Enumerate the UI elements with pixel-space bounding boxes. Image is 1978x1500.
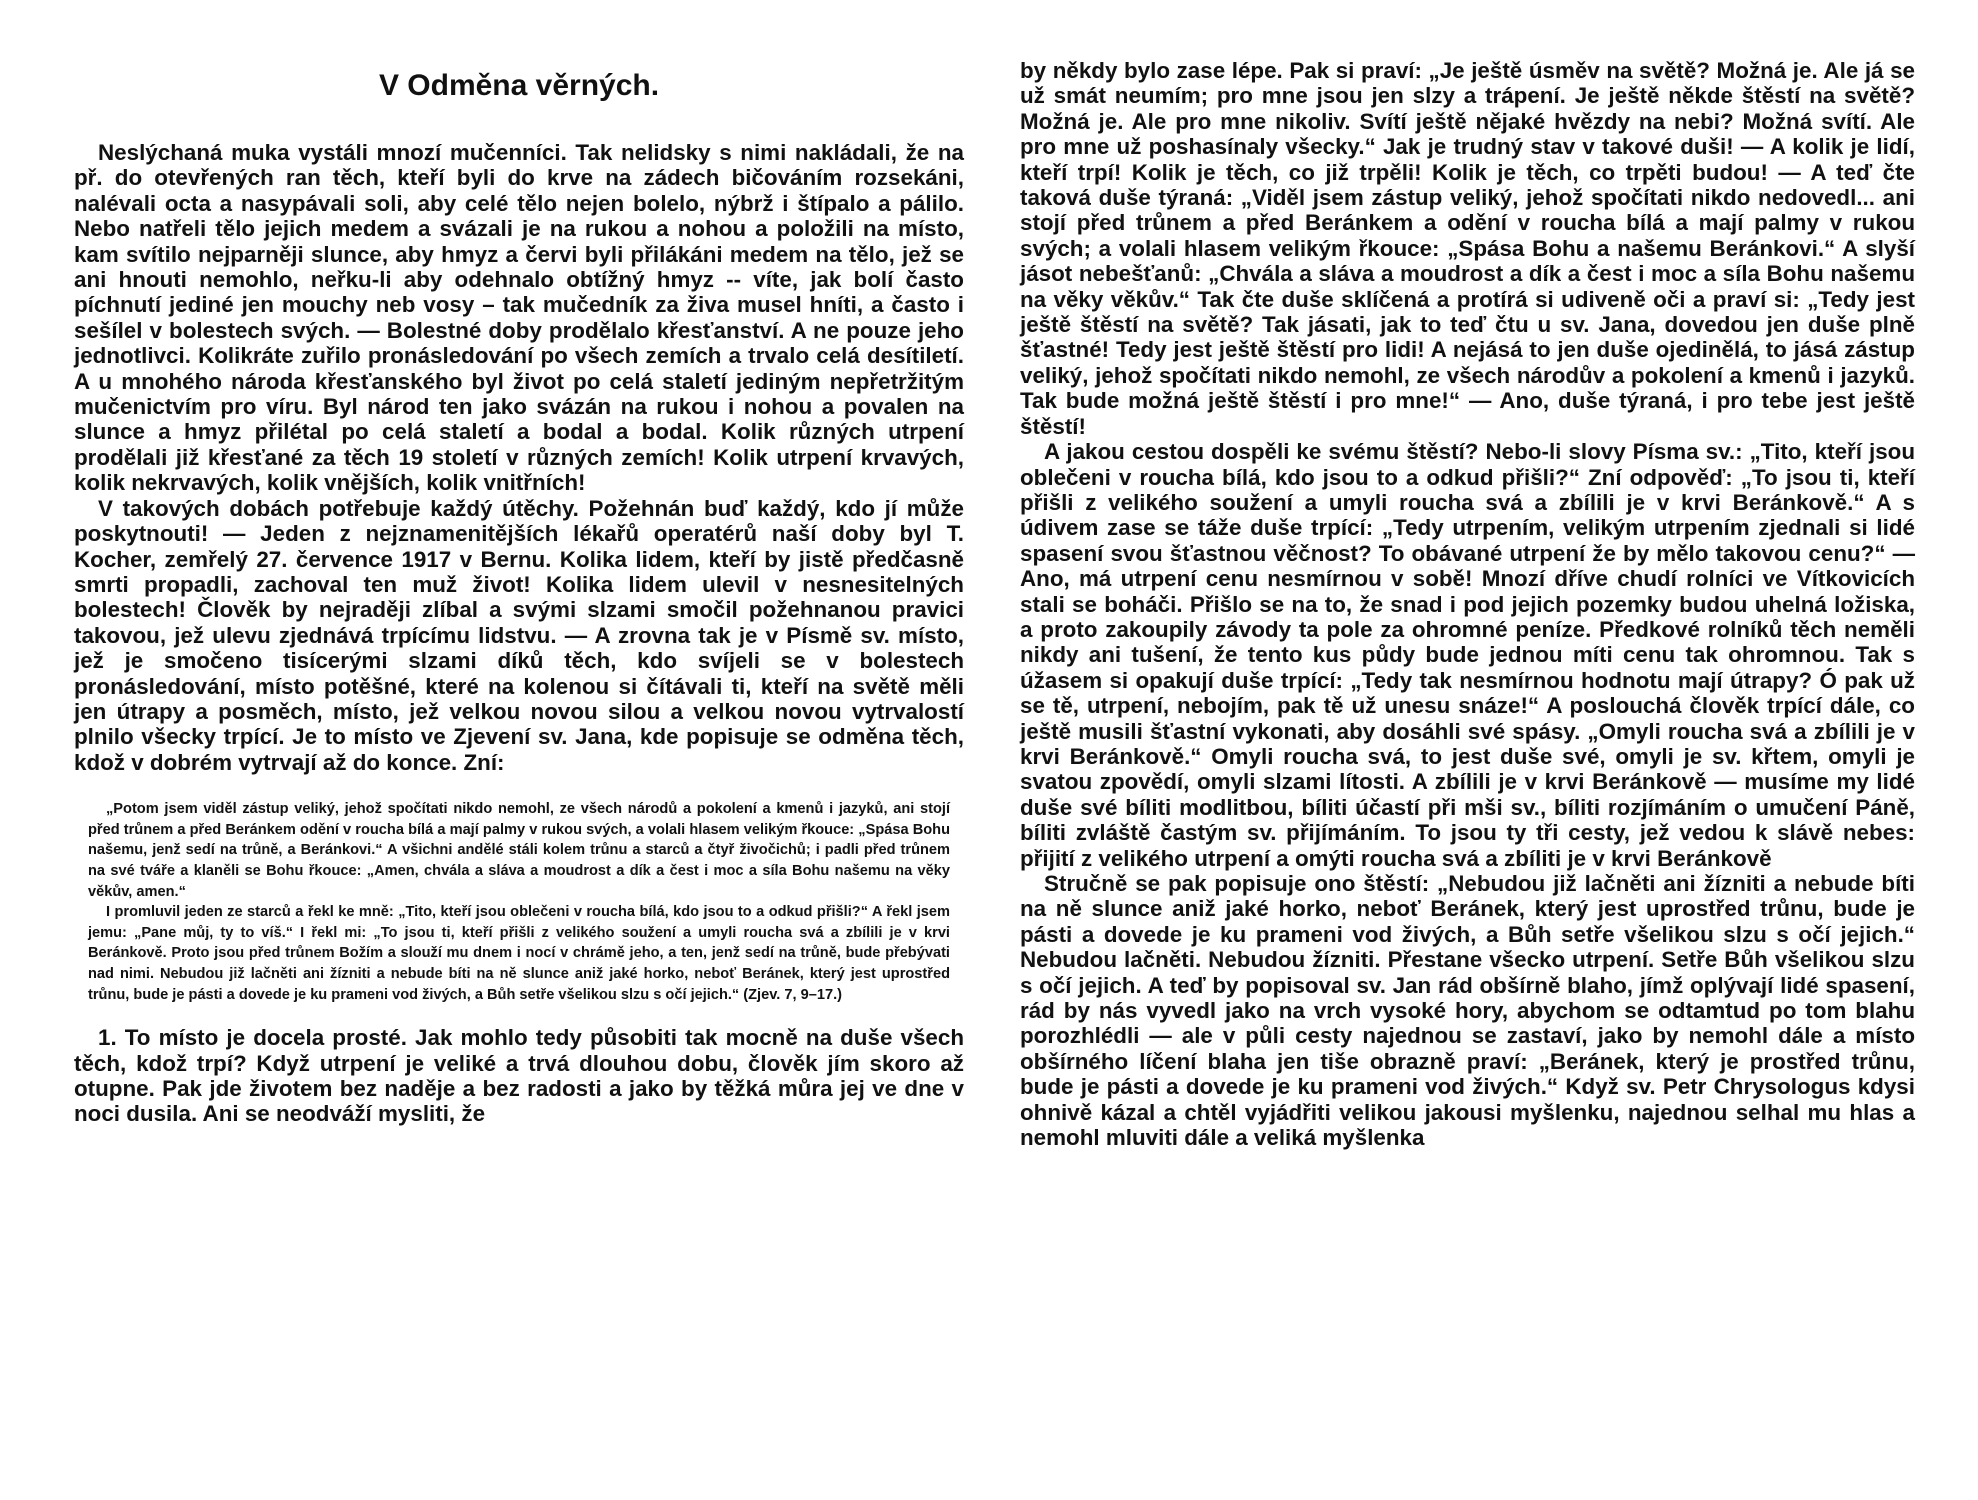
left-page xyxy=(74,62,964,1127)
paragraph: Neslýchaná muka vystáli mnozí mučenníci. Tak nelidsky s nimi nakládali, že na př. do otevřených ran těch, kteří byli do krve na zádech bičováním rozsekáni, nalévali octa a nasypávali soli, aby celé tělo nejen bolelo, nýbrž i štípalo a pálilo. Nebo natřeli tělo jejich medem a svázali je na rukou a nohou a položili na místo, kam svítilo nejparněji slunce, aby hmyz a červi byli přilákáni medem na tělo, jež se ani hnouti nemohlo, neřku-li aby odehnalo obtížný hmyz -- víte, jak bolí často píchnutí jediné jen mouchy neb vosy – tak mučedník za živa musel hníti, a často i sešílel v bolestech svých. — Bolestné doby prodělalo křesťanství. A ne pouze jeho jednotlivci. Kolikráte zuřilo pronásledování po všech zemích a trvalo celá desítiletí. A u mnohého národa křesťanského byl život po celá staletí jediným nepřetržitým mučenictvím pro víru. Byl národ ten jako svázán na rukou i nohou a povalen na slunce a hmyz přilétal po celá staletí a bodal a bodal. Kolik různých utrpení prodělali již křesťané za těch 19 století v různých zemích! Kolik utrpení krvavých, kolik nekrvavých, kolik vnějších, kolik vnitřních! xyxy=(74,140,964,496)
section-paragraph: 1. To místo je docela prosté. Jak mohlo tedy působiti tak mocně na duše všech těch, kdož trpí? Když utrpení je veliké a trvá dlouhou dobu, člověk jím skoro až otupne. Pak jde životem bez naděje a bez radosti a jako by těžká můra jej ve dne v noci dusila. Ani se neodváží mysliti, že xyxy=(74,1025,964,1127)
right-page xyxy=(1020,58,1915,1150)
quote-paragraph: I promluvil jeden ze starců a řekl ke mně: „Tito, kteří jsou oblečeni v roucha bílá, kdo jsou to a odkud přišli?“ A řekl jsem jemu: „Pane můj, ty to víš.“ I řekl mi: „To jsou ti, kteří přišli z velikého soužení a umyli roucha svá a zbílili je v krvi Beránkově. Proto jsou před trůnem Božím a slouží mu dnem i nocí v chrámě jeho, a ten, jenž sedí na trůně, bude přebývati nad nimi. Nebudou již lačněti ani žízniti a nebude bíti na ně slunce aniž jaké horko, neboť Beránek, který jest uprostřed trůnu, bude je pásti a dovede je ku prameni vod živých, a Bůh setře všelikou slzu s očí jejich.“ (Zjev. 7, 9–17.) xyxy=(88,904,950,1003)
quote-paragraph: „Potom jsem viděl zástup veliký, jehož spočítati nikdo nemohl, ze všech národů a pokolení a kmenů i jazyků, ani stojí před trůnem a před Beránkem odění v roucha bílá a mají palmy v rukou svých, a volali hlasem velikým řkouce: „Spása Bohu našemu, jenž sedí na trůně, a Beránkovi.“ A všichni andělé stáli kolem trůnu a starců a čtyř živočichů; i padli před trůnem na své tváře a klaněli se Bohu řkouce: „Amen, chvála a sláva a moudrost a dík a čest i moc a síla Bohu našemu na věky věkův, amen.“ xyxy=(88,801,950,900)
paragraph: by někdy bylo zase lépe. Pak si praví: „Je ještě úsměv na světě? Možná je. Ale já se už smát neumím; pro mne jsou jen slzy a trápení. Je ještě někde štěstí na světě? Možná je. Ale pro mne nikoliv. Svítí ještě nějaké hvězdy na nebi? Možná svítí. Ale pro mne už poshasínaly všecky.“ Jak je trudný stav v takové duši! — A kolik je lidí, kteří trpí! Kolik je těch, co již trpěli! Kolik je těch, co trpěti budou! — A teď čte taková duše týraná: „Viděl jsem zástup veliký, jehož spočítati nikdo nedovedl... ani stojí před trůnem a před Beránkem a odění v roucha bílá a mají palmy v rukou svých; a volali hlasem velikým řkouce: „Spása Bohu a našemu Beránkovi.“ A slyší jásot nebešťanů: „Chvála a sláva a moudrost a dík a čest i moc a síla Bohu našemu na věky věkův.“ Tak čte duše sklíčená a protírá si udiveně oči a praví si: „Tedy jest ještě štěstí na světě? Tak jásati, jak to teď čtu u sv. Jana, dovedou jen duše plně šťastné! Tedy jest ještě štěstí pro lidi! A nejásá to jen duše ojedinělá, to jásá zástup veliký, jehož spočítati nikdo nemohl, ze všech národův a pokolení a kmenů i jazyků. Tak bude možná ještě štěstí i pro mne!“ — Ano, duše týraná, i pro tebe jest ještě štěstí! xyxy=(1020,58,1915,439)
article-title: V Odměna věrných. xyxy=(378,69,660,102)
paragraph: V takových dobách potřebuje každý útěchy. Požehnán buď každý, kdo jí může poskytnouti! — Jeden z nejznamenitějších lékařů operatérů naší doby byl T. Kocher, zemřelý 27. července 1917 v Bernu. Kolika lidem, kteří by jistě předčasně smrti propadli, zachoval ten muž život! Kolika lidem ulevil v nesnesitelných bolestech! Člověk by nejraději zlíbal a svými slzami smočil požehnanou pravici takovou, jež ulevu zjednává trpícímu lidstvu. — A zrovna tak je v Písmě sv. místo, jež je smočeno tisícerými slzami díků těch, kdo svíjeli se v bolestech pronásledování, místo potěšné, které na kolenou si čítávali ti, kteří na světě měli jen útrapy a posměch, místo, jež velkou novou silou a velkou novou vytrvalostí plnilo všecky trpící. Je to místo ve Zjevení sv. Jana, kde popisuje se odměna těch, kdož v dobrém vytrvají až do konce. Zní: xyxy=(74,495,964,775)
scripture-quote xyxy=(88,799,950,1005)
paragraph: Stručně se pak popisuje ono štěstí: „Nebudou již lačněti ani žízniti a nebude bíti na ně slunce aniž jaké horko, neboť Beránek, který jest uprostřed trůnu, bude je pásti a dovede je ku prameni vod živých, a Bůh setře všelikou slzu s očí jejich.“ Nebudou lačněti. Nebudou žízniti. Přestane všecko utrpení. Setře Bůh všelikou slzu s očí jejich. A teď by popisoval sv. Jan rád obšírně blaho, jímž oplývají lidé spasení, rád by nás vyvedl jako na vrch vysoké hory, abychom se odtamtud po tom blahu porozhlédli — ale v půli cesty najednou se zastaví, jako by nemohl dále a místo obšírného líčení blaha jen tiše obrazně praví: „Beránek, který je prostřed trůnu, bude je pásti a dovede je ku prameni vod živých.“ Když sv. Petr Chrysologus kdysi ohnivě kázal a chtěl vyjádřiti velikou jakousi myšlenku, najednou selhal mu hlas a nemohl mluviti dále a veliká myšlenka xyxy=(1020,871,1915,1151)
paragraph: A jakou cestou dospěli ke svému štěstí? Nebo-li slovy Písma sv.: „Tito, kteří jsou oblečeni v roucha bílá, kdo jsou to a odkud přišli?“ Zní odpověď: „To jsou ti, kteří přišli z velikého soužení a umyli roucha svá a zbílili je v krvi Beránkově.“ A s údivem zase se táže duše trpící: „Tedy utrpením, velikým utrpením zjednali si lidé spasení svou šťastnou věčnost? To obávané utrpení že by mělo takovou cenu?“ — Ano, má utrpení cenu nesmírnou v sobě! Mnozí dříve chudí rolníci ve Vítkovicích stali se boháči. Přišlo se na to, že snad i pod jejich pozemky budou uhelná ložiska, a proto zakoupily závody ta pole za ohromné peníze. Předkové rolníků těch neměli nikdy ani tušení, že tento kus půdy bude jednou míti cenu tak ohromnou. Tak s úžasem si opakují duše trpící: „Tedy tak nesmírnou hodnotu mají útrapy? Ó pak už se tě, utrpení, nebojím, pak tě už unesu snáze!“ A poslouchá člověk trpící dále, co ještě musili šťastní vykonati, aby dosáhli své spásy. „Omyli roucha svá a zbílili je v krvi Beránkově.“ Omyli roucha svá, to jest duše své, omyli je sv. křtem, omyli je svatou zpovědí, omyli slzami lítosti. A zbílili je v krvi Beránkově — musíme my lidé duše své bíliti modlitbou, bíliti účastí při mši sv., bíliti rozjímáním o umučení Páně, bíliti zvláště častým sv. přijímáním. To jsou ty tři cesty, jež vedou k slávě nebes: přijití z velikého utrpení a omýti roucha svá a zbíliti je v krvi Beránkově xyxy=(1020,439,1915,871)
